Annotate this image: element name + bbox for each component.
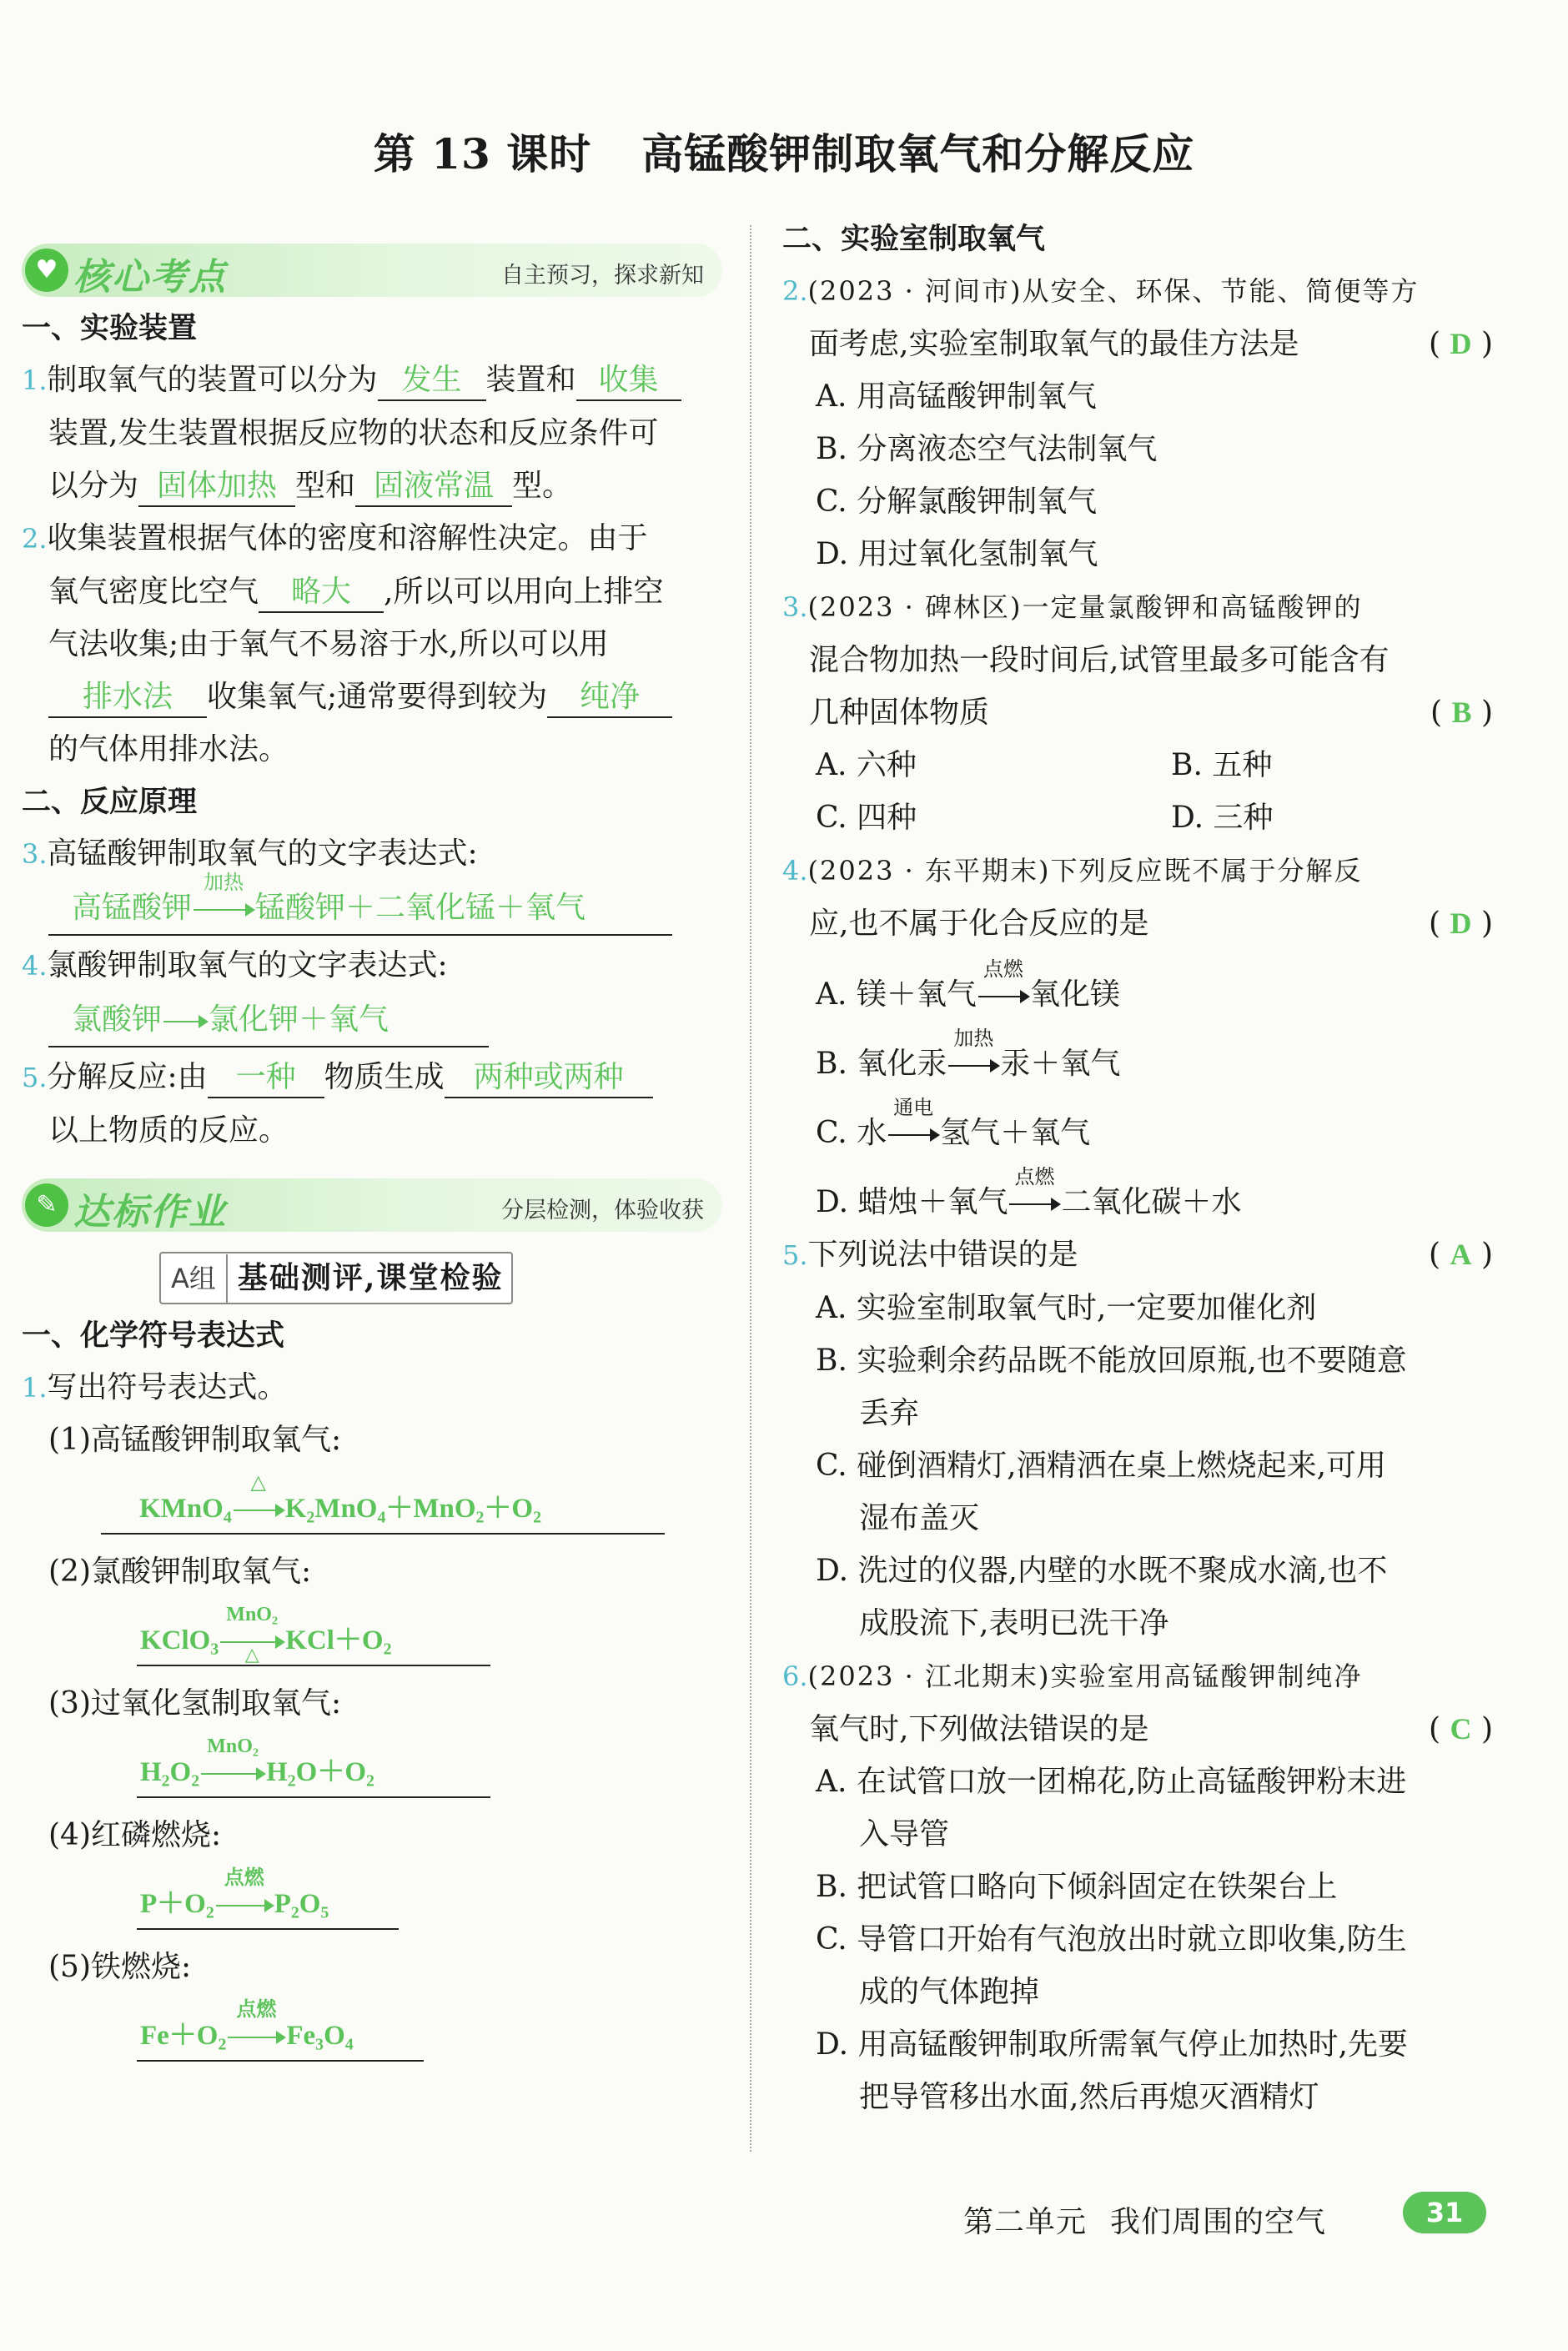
right-column xyxy=(782,213,1493,2123)
product: 氯化钾＋氧气 xyxy=(209,1002,389,1037)
left-column xyxy=(22,234,722,2073)
answer-blank: 固液常温 xyxy=(355,467,512,507)
text: 高锰酸钾制取氧气的文字表达式: xyxy=(47,836,478,871)
question-3 xyxy=(22,827,722,881)
product: KCl＋O₂ xyxy=(285,1625,392,1655)
question-5 xyxy=(22,1051,722,1104)
answer-blank: 发生 xyxy=(378,361,486,401)
question-number: 4. xyxy=(782,855,808,887)
question-number: 4. xyxy=(22,950,48,982)
option: B. 把试管口略向下倾斜固定在铁架台上 xyxy=(816,1870,1338,1904)
text: 几种固体物质 xyxy=(809,696,990,730)
sub-question-label: (1)高锰酸钾制取氧气: xyxy=(48,1423,342,1457)
text: 收集装置根据气体的密度和溶解性决定。由于 xyxy=(47,521,648,555)
text: ,所以可以用向上排空 xyxy=(384,575,664,609)
text: 混合物加热一段时间后,试管里最多可能含有 xyxy=(809,643,1390,677)
text: 物质生成 xyxy=(324,1060,445,1094)
column-divider xyxy=(750,225,751,2152)
word-equation-answer xyxy=(48,994,489,1047)
text: 型和 xyxy=(295,469,356,503)
text: (2023 · 碑林区)一定量氯酸钾和高锰酸钾的 xyxy=(807,591,1363,623)
text: 装置,发生装置根据反应物的状态和反应条件可 xyxy=(48,416,659,450)
option: C. 碰倒酒精灯,酒精洒在桌上燃烧起来,可用 xyxy=(816,1449,1387,1483)
group-text: 基础测评,课堂检验 xyxy=(237,1260,504,1295)
text: 制取氧气的装置可以分为 xyxy=(47,363,378,397)
condition: MnO₂ xyxy=(207,1736,259,1758)
option: B. 实验剩余药品既不能放回原瓶,也不要随意 xyxy=(816,1344,1407,1378)
reactant: KMnO₄ xyxy=(139,1494,232,1524)
reaction-arrow xyxy=(162,1005,209,1038)
product: H₂O＋O₂ xyxy=(266,1757,374,1787)
condition: 点燃 xyxy=(983,957,1023,981)
option: C. 分解氯酸钾制氧气 xyxy=(816,485,1098,519)
group-label-box xyxy=(159,1252,513,1304)
option: D. 洗过的仪器,内壁的水既不聚成水滴,也不 xyxy=(816,1554,1388,1588)
text: 以上物质的反应。 xyxy=(48,1113,289,1148)
unit-title: 我们周围的空气 xyxy=(1110,2205,1327,2239)
option-continued: 把导管移出水面,然后再熄灭酒精灯 xyxy=(859,2080,1319,2114)
text: 氢气＋氧气 xyxy=(940,1116,1091,1150)
text: 型。 xyxy=(512,469,573,503)
condition: 通电 xyxy=(893,1096,934,1119)
symbol-equation-answer xyxy=(137,1604,490,1666)
option xyxy=(782,1027,1493,1090)
condition: MnO₂ xyxy=(226,1604,279,1626)
question-number: 6. xyxy=(782,1660,808,1692)
reaction-arrow xyxy=(977,957,1030,1013)
text: 的气体用排水法。 xyxy=(48,732,289,766)
sub-question-label: (4)红磷燃烧: xyxy=(48,1818,222,1852)
answer-blank: 一种 xyxy=(208,1058,324,1098)
reactant: P＋O₂ xyxy=(140,1889,214,1919)
option: D. 用过氧化氢制氧气 xyxy=(816,537,1098,571)
reactant: KClO₃ xyxy=(140,1625,219,1655)
text: 分解反应:由 xyxy=(47,1060,208,1094)
text: C. 水 xyxy=(816,1116,887,1150)
symbol-equation-answer xyxy=(137,1736,490,1798)
symbol-equation-answer xyxy=(101,1472,665,1535)
answer-choice: ( D ) xyxy=(1429,327,1493,361)
reaction-arrow xyxy=(947,1027,1000,1083)
condition: 点燃 xyxy=(1014,1165,1055,1188)
answer-choice: ( A ) xyxy=(1429,1238,1493,1272)
condition: △ xyxy=(250,1472,266,1494)
answer-blank: 固体加热 xyxy=(138,467,295,507)
reaction-arrow xyxy=(219,1604,285,1665)
question-4 xyxy=(782,844,1493,897)
core-banner xyxy=(22,244,722,297)
question-4-line2 xyxy=(782,897,1493,950)
section-title: 一、实验装置 xyxy=(22,311,198,345)
text: 汞＋氧气 xyxy=(1000,1047,1121,1081)
reaction-arrow xyxy=(226,1999,286,2054)
question-number: 5. xyxy=(22,1062,48,1093)
answer-blank: 纯净 xyxy=(547,678,672,718)
text: 收集氧气;通常要得到较为 xyxy=(207,680,548,714)
sub-question-label: (5)铁燃烧: xyxy=(48,1950,192,1984)
option: A. 在试管口放一团棉花,防止高锰酸钾粉末进 xyxy=(816,1765,1407,1799)
text: 写出符号表达式。 xyxy=(47,1370,288,1404)
question-number: 2. xyxy=(782,275,808,307)
text: (2023 · 东平期末)下列反应既不属于分解反 xyxy=(807,855,1363,887)
answer-blank: 排水法 xyxy=(48,678,207,718)
condition: △ xyxy=(244,1644,259,1665)
question-3-line2 xyxy=(782,634,1493,686)
reactant: H₂O₂ xyxy=(140,1757,200,1787)
homework-question-1 xyxy=(22,1361,722,1414)
reaction-arrow xyxy=(214,1867,274,1922)
page-number: 31 xyxy=(1403,2192,1486,2233)
question-1-line3 xyxy=(22,460,722,512)
condition: 加热 xyxy=(953,1027,994,1050)
question-2-line3 xyxy=(22,618,722,671)
answer: D xyxy=(1450,327,1472,360)
section-title: 二、反应原理 xyxy=(22,785,198,819)
option: A. 用高锰酸钾制氧气 xyxy=(816,379,1097,414)
option: C. 四种 xyxy=(816,801,917,835)
symbol-equation-answer xyxy=(137,1867,399,1930)
text: B. 氧化汞 xyxy=(816,1047,947,1081)
condition: 加热 xyxy=(204,871,244,894)
question-2 xyxy=(782,264,1493,318)
symbol-equation-answer xyxy=(137,1999,424,2062)
option xyxy=(782,1096,1493,1159)
question-5-line2 xyxy=(22,1104,722,1157)
question-2 xyxy=(22,512,722,565)
text: 氧化镁 xyxy=(1029,977,1120,1012)
question-2-line2 xyxy=(782,318,1493,370)
option: B. 五种 xyxy=(1171,748,1273,782)
footer-unit xyxy=(963,2198,1326,2241)
group-label: A组 xyxy=(161,1254,228,1303)
option: D. 三种 xyxy=(1171,801,1274,835)
reactant: 高锰酸钾 xyxy=(72,891,193,925)
reaction-arrow xyxy=(192,871,255,927)
answer-choice: ( B ) xyxy=(1430,696,1493,730)
option-continued: 丢弃 xyxy=(859,1396,920,1430)
section-title: 二、实验室制取氧气 xyxy=(782,222,1046,256)
product: 锰酸钾＋二氧化锰＋氧气 xyxy=(255,891,586,925)
reactant: Fe＋O₂ xyxy=(140,2021,227,2051)
text: 以分为 xyxy=(48,469,139,503)
text: 装置和 xyxy=(485,363,576,397)
text: 应,也不属于化合反应的是 xyxy=(809,907,1149,941)
text: 下列说法中错误的是 xyxy=(807,1238,1078,1272)
reaction-arrow xyxy=(232,1472,285,1527)
sub-question-label: (3)过氧化氢制取氧气: xyxy=(48,1686,342,1721)
condition: 点燃 xyxy=(236,1999,277,2022)
option: B. 分离液态空气法制氧气 xyxy=(816,432,1158,466)
text: 气法收集;由于氧气不易溶于水,所以可以用 xyxy=(48,627,609,661)
option: C. 导管口开始有气泡放出时就立即收集,防生 xyxy=(816,1922,1407,1957)
option: A. 六种 xyxy=(816,748,917,782)
product: P₂O₅ xyxy=(274,1889,329,1919)
question-number: 1. xyxy=(22,364,48,396)
answer-choice: ( C ) xyxy=(1429,1712,1493,1746)
option: A. 实验室制取氧气时,一定要加催化剂 xyxy=(816,1291,1317,1325)
sub-question-label: (2)氯酸钾制取氧气: xyxy=(48,1555,312,1589)
text: 氯酸钾制取氧气的文字表达式: xyxy=(47,948,448,982)
question-number: 3. xyxy=(782,591,808,623)
option-row xyxy=(782,739,1493,791)
question-2-line5 xyxy=(22,723,722,776)
option-continued: 入导管 xyxy=(859,1817,950,1851)
text: A. 镁＋氧气 xyxy=(816,977,977,1012)
homework-banner-title: 达标作业 xyxy=(73,1191,227,1233)
text: 氧气时,下列做法错误的是 xyxy=(809,1712,1149,1746)
answer-blank: 两种或两种 xyxy=(445,1058,653,1098)
option xyxy=(782,1165,1493,1228)
option-continued: 成的气体跑掉 xyxy=(859,1975,1040,2009)
question-2-line2 xyxy=(22,565,722,618)
pencil-icon: ✎ xyxy=(25,1183,68,1227)
answer: C xyxy=(1450,1712,1472,1746)
text: 面考虑,实验室制取氧气的最佳方法是 xyxy=(809,327,1299,361)
text: (2023 · 江北期末)实验室用高锰酸钾制纯净 xyxy=(807,1660,1363,1692)
answer-blank: 略大 xyxy=(259,573,384,613)
question-3-line3 xyxy=(782,686,1493,739)
reaction-arrow xyxy=(1008,1165,1061,1221)
answer: A xyxy=(1450,1238,1472,1271)
option-row xyxy=(782,791,1493,844)
text: 氧气密度比空气 xyxy=(48,575,259,609)
condition: 点燃 xyxy=(224,1867,264,1890)
question-1-line2 xyxy=(22,407,722,460)
unit-number: 第二单元 xyxy=(963,2205,1088,2239)
lesson-number: 第 13 课时 xyxy=(373,129,592,178)
answer-choice: ( D ) xyxy=(1429,907,1493,941)
question-6-line2 xyxy=(782,1703,1493,1756)
option xyxy=(782,957,1493,1021)
reaction-arrow xyxy=(199,1736,266,1791)
answer: B xyxy=(1451,696,1472,729)
core-banner-title: 核心考点 xyxy=(73,256,227,299)
question-number: 3. xyxy=(22,838,48,870)
homework-banner-subtitle: 分层检测，体验收获 xyxy=(501,1198,704,1223)
heart-icon: ♥ xyxy=(25,249,68,292)
answer-blank: 收集 xyxy=(576,361,681,401)
core-banner-subtitle: 自主预习，探求新知 xyxy=(501,263,704,289)
homework-banner xyxy=(22,1178,722,1232)
question-2-line4 xyxy=(22,671,722,723)
section-title: 一、化学符号表达式 xyxy=(22,1319,285,1353)
reaction-arrow xyxy=(887,1096,940,1152)
question-number: 5. xyxy=(782,1239,808,1271)
product: Fe₃O₄ xyxy=(286,2021,354,2051)
question-1 xyxy=(22,354,722,407)
option-continued: 湿布盖灭 xyxy=(859,1501,980,1535)
question-number: 2. xyxy=(22,523,48,555)
question-6 xyxy=(782,1650,1493,1703)
text: 二氧化碳＋水 xyxy=(1061,1185,1242,1219)
question-5 xyxy=(782,1228,1493,1282)
page-title xyxy=(0,121,1568,181)
answer: D xyxy=(1450,907,1472,940)
text: (2023 · 河间市)从安全、环保、节能、简便等方 xyxy=(807,275,1420,307)
product: K₂MnO₄＋MnO₂＋O₂ xyxy=(284,1494,541,1524)
question-4 xyxy=(22,939,722,992)
lesson-topic: 高锰酸钾制取氧气和分解反应 xyxy=(641,129,1195,178)
option: D. 用高锰酸钾制取所需氧气停止加热时,先要 xyxy=(816,2027,1408,2062)
question-number: 1. xyxy=(22,1372,48,1404)
question-3 xyxy=(782,580,1493,634)
word-equation-answer xyxy=(48,871,672,936)
text: D. 蜡烛＋氧气 xyxy=(816,1185,1008,1219)
option-continued: 成股流下,表明已洗干净 xyxy=(859,1606,1169,1640)
reactant: 氯酸钾 xyxy=(72,1002,163,1037)
